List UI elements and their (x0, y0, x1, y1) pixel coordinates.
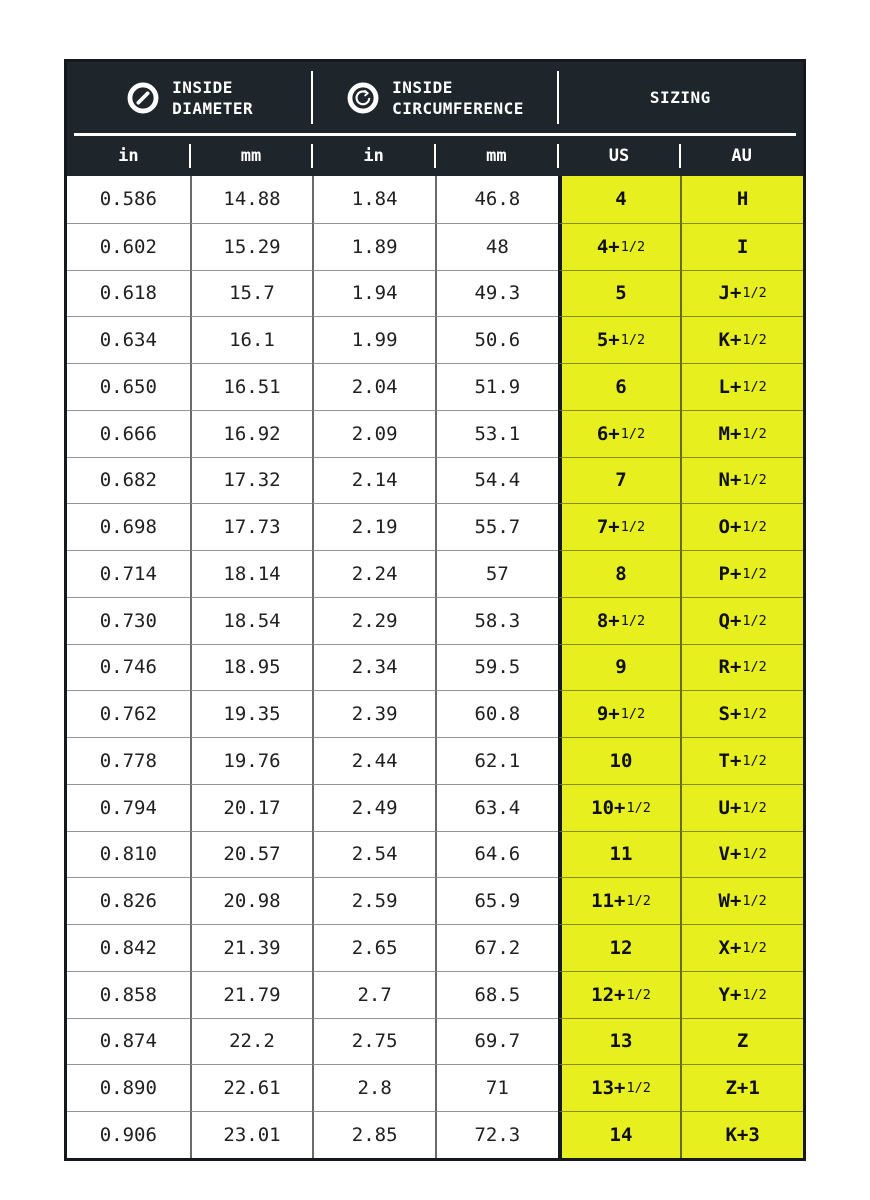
size-value: 11+ (591, 890, 626, 913)
cell-diameter-mm: 17.32 (190, 457, 313, 504)
size-value: M+ (718, 422, 742, 445)
size-value: P+ (718, 562, 742, 585)
size-fraction: 1/2 (742, 939, 767, 956)
cell-diameter-mm: 18.14 (190, 550, 313, 597)
cell-us-size (558, 550, 681, 597)
group-label-inside-diameter (172, 77, 253, 119)
size-value: 14 (609, 1123, 633, 1146)
cell-circumference-mm: 59.5 (435, 644, 558, 691)
cell-diameter-in: 0.874 (67, 1018, 190, 1065)
cell-diameter-mm: 14.88 (190, 176, 313, 223)
cell-circumference-mm: 71 (435, 1064, 558, 1111)
header-group-inside-circumference (312, 62, 557, 133)
cell-circumference-in: 1.89 (312, 223, 435, 270)
ring-size-chart (64, 59, 806, 1161)
size-fraction: 1/2 (626, 799, 651, 816)
column-header-diameter-in: in (67, 136, 190, 176)
table-row (67, 597, 803, 644)
cell-circumference-in: 2.8 (312, 1064, 435, 1111)
group-label-line: DIAMETER (172, 98, 254, 118)
cell-circumference-in: 2.09 (312, 410, 435, 457)
table-row (67, 690, 803, 737)
cell-diameter-mm: 19.76 (190, 737, 313, 784)
cell-us-size (558, 1018, 681, 1065)
cell-circumference-in: 1.84 (312, 176, 435, 223)
group-label-line: INSIDE (172, 77, 233, 97)
cell-diameter-mm: 17.73 (190, 503, 313, 550)
cell-circumference-mm: 53.1 (435, 410, 558, 457)
cell-au-size (680, 363, 803, 410)
table-row (67, 1018, 803, 1065)
cell-diameter-in: 0.858 (67, 971, 190, 1018)
size-value: K+ (718, 329, 742, 352)
cell-circumference-in: 2.7 (312, 971, 435, 1018)
cell-circumference-in: 2.54 (312, 831, 435, 878)
size-value: 4+ (596, 235, 620, 258)
group-label-line: INSIDE (392, 77, 453, 97)
cell-diameter-mm: 15.7 (190, 270, 313, 317)
cell-circumference-mm: 60.8 (435, 690, 558, 737)
cell-diameter-in: 0.650 (67, 363, 190, 410)
size-fraction: 1/2 (742, 519, 767, 536)
cell-diameter-in: 0.666 (67, 410, 190, 457)
table-row (67, 410, 803, 457)
size-fraction: 1/2 (620, 332, 646, 349)
column-header-us-size: US (558, 136, 681, 176)
cell-circumference-mm: 72.3 (435, 1111, 558, 1158)
cell-au-size (680, 223, 803, 270)
size-value: X+ (718, 936, 742, 959)
group-header-row (67, 62, 803, 133)
size-fraction: 1/2 (620, 238, 646, 255)
size-value: 5+ (596, 329, 620, 352)
size-value: 8 (615, 562, 627, 585)
cell-circumference-mm: 67.2 (435, 924, 558, 971)
cell-us-size (558, 1064, 681, 1111)
cell-diameter-mm: 20.98 (190, 877, 313, 924)
cell-us-size (558, 784, 681, 831)
size-fraction: 1/2 (742, 565, 767, 582)
cell-diameter-in: 0.794 (67, 784, 190, 831)
table-row (67, 831, 803, 878)
cell-au-size (680, 503, 803, 550)
cell-us-size (558, 457, 681, 504)
size-fraction: 1/2 (620, 706, 646, 723)
size-value: 7 (615, 469, 627, 492)
cell-diameter-in: 0.906 (67, 1111, 190, 1158)
cell-diameter-mm: 18.54 (190, 597, 313, 644)
cell-au-size (680, 737, 803, 784)
table-header (67, 62, 803, 176)
size-value: 6 (615, 375, 627, 398)
cell-us-size (558, 410, 681, 457)
table-row (67, 1111, 803, 1158)
size-value: 12+ (591, 983, 626, 1006)
cell-au-size (680, 176, 803, 223)
size-value: W+ (718, 890, 742, 913)
cell-diameter-in: 0.730 (67, 597, 190, 644)
table-row (67, 737, 803, 784)
size-value: 9+ (596, 703, 620, 726)
size-fraction: 1/2 (742, 378, 767, 395)
size-value: T+ (718, 749, 742, 772)
cell-circumference-mm: 48 (435, 223, 558, 270)
cell-circumference-mm: 54.4 (435, 457, 558, 504)
table-row (67, 270, 803, 317)
size-value: J+ (718, 282, 742, 305)
size-value: 7+ (596, 516, 620, 539)
size-value: K+3 (725, 1123, 760, 1146)
cell-diameter-mm: 18.95 (190, 644, 313, 691)
cell-diameter-mm: 16.92 (190, 410, 313, 457)
cell-circumference-in: 1.99 (312, 316, 435, 363)
cell-us-size (558, 877, 681, 924)
cell-us-size (558, 597, 681, 644)
table-row (67, 877, 803, 924)
table-row (67, 176, 803, 223)
cell-us-size (558, 223, 681, 270)
cell-au-size (680, 1018, 803, 1065)
cell-diameter-in: 0.602 (67, 223, 190, 270)
cell-circumference-mm: 58.3 (435, 597, 558, 644)
cell-circumference-in: 2.65 (312, 924, 435, 971)
size-value: 10+ (591, 796, 626, 819)
size-value: 6+ (596, 422, 620, 445)
size-value: 8+ (596, 609, 620, 632)
cell-circumference-in: 2.75 (312, 1018, 435, 1065)
size-fraction: 1/2 (742, 612, 767, 629)
cell-au-size (680, 316, 803, 363)
table-row (67, 457, 803, 504)
circumference-icon (346, 81, 380, 115)
table-row (67, 503, 803, 550)
cell-circumference-in: 2.85 (312, 1111, 435, 1158)
cell-circumference-mm: 69.7 (435, 1018, 558, 1065)
cell-au-size (680, 457, 803, 504)
size-fraction: 1/2 (742, 893, 767, 910)
cell-diameter-mm: 23.01 (190, 1111, 313, 1158)
size-fraction: 1/2 (742, 706, 767, 723)
size-fraction: 1/2 (742, 659, 767, 676)
cell-circumference-mm: 50.6 (435, 316, 558, 363)
table-row (67, 1064, 803, 1111)
table-row (67, 971, 803, 1018)
cell-diameter-mm: 21.79 (190, 971, 313, 1018)
cell-au-size (680, 644, 803, 691)
cell-au-size (680, 784, 803, 831)
cell-au-size (680, 1064, 803, 1111)
size-value: V+ (718, 843, 742, 866)
column-header-circumference-in: in (312, 136, 435, 176)
cell-diameter-in: 0.682 (67, 457, 190, 504)
size-value: 9 (615, 656, 627, 679)
size-fraction: 1/2 (742, 752, 767, 769)
cell-circumference-in: 2.29 (312, 597, 435, 644)
cell-au-size (680, 877, 803, 924)
cell-circumference-mm: 62.1 (435, 737, 558, 784)
cell-us-size (558, 316, 681, 363)
cell-circumference-mm: 57 (435, 550, 558, 597)
cell-circumference-in: 2.39 (312, 690, 435, 737)
size-value: I (736, 235, 749, 258)
size-fraction: 1/2 (742, 285, 767, 302)
cell-circumference-in: 2.04 (312, 363, 435, 410)
cell-diameter-mm: 22.61 (190, 1064, 313, 1111)
size-fraction: 1/2 (742, 799, 767, 816)
cell-circumference-mm: 49.3 (435, 270, 558, 317)
cell-diameter-in: 0.586 (67, 176, 190, 223)
cell-us-size (558, 924, 681, 971)
cell-diameter-in: 0.890 (67, 1064, 190, 1111)
table-body (67, 176, 803, 1158)
size-fraction: 1/2 (626, 1080, 651, 1097)
size-value: 12 (609, 936, 633, 959)
cell-diameter-in: 0.618 (67, 270, 190, 317)
diameter-icon (126, 81, 160, 115)
cell-au-size (680, 690, 803, 737)
cell-us-size (558, 644, 681, 691)
cell-diameter-mm: 21.39 (190, 924, 313, 971)
cell-circumference-mm: 55.7 (435, 503, 558, 550)
size-fraction: 1/2 (626, 986, 651, 1003)
cell-circumference-in: 1.94 (312, 270, 435, 317)
cell-circumference-mm: 46.8 (435, 176, 558, 223)
size-value: L+ (718, 375, 742, 398)
size-fraction: 1/2 (620, 425, 646, 442)
cell-circumference-in: 2.14 (312, 457, 435, 504)
cell-diameter-in: 0.714 (67, 550, 190, 597)
cell-us-size (558, 176, 681, 223)
size-value: N+ (718, 469, 742, 492)
size-fraction: 1/2 (620, 519, 646, 536)
size-value: O+ (718, 516, 742, 539)
table-row (67, 316, 803, 363)
size-value: H (736, 188, 749, 211)
cell-au-size (680, 410, 803, 457)
cell-diameter-in: 0.698 (67, 503, 190, 550)
size-fraction: 1/2 (742, 986, 767, 1003)
size-value: 11 (609, 843, 633, 866)
size-value: 5 (615, 282, 627, 305)
cell-au-size (680, 550, 803, 597)
cell-au-size (680, 831, 803, 878)
size-fraction: 1/2 (742, 472, 767, 489)
size-value: U+ (718, 796, 742, 819)
group-label-line: CIRCUMFERENCE (392, 98, 524, 118)
cell-us-size (558, 831, 681, 878)
cell-us-size (558, 971, 681, 1018)
table-row (67, 550, 803, 597)
cell-us-size (558, 270, 681, 317)
size-value: Q+ (718, 609, 742, 632)
size-value: R+ (718, 656, 742, 679)
cell-circumference-in: 2.34 (312, 644, 435, 691)
table-row (67, 363, 803, 410)
cell-diameter-mm: 16.1 (190, 316, 313, 363)
cell-diameter-mm: 19.35 (190, 690, 313, 737)
header-group-sizing (558, 62, 803, 133)
cell-us-size (558, 737, 681, 784)
table-row (67, 784, 803, 831)
group-label-line: SIZING (649, 88, 711, 107)
column-header-au-size: AU (731, 146, 752, 166)
size-fraction: 1/2 (742, 846, 767, 863)
cell-diameter-mm: 22.2 (190, 1018, 313, 1065)
column-header-circumference-mm: mm (435, 136, 558, 176)
cell-circumference-mm: 68.5 (435, 971, 558, 1018)
size-value: Y+ (718, 983, 742, 1006)
cell-circumference-in: 2.19 (312, 503, 435, 550)
cell-circumference-mm: 63.4 (435, 784, 558, 831)
cell-au-size (680, 971, 803, 1018)
column-header-diameter-mm: mm (190, 136, 313, 176)
cell-us-size (558, 503, 681, 550)
cell-au-size (680, 597, 803, 644)
cell-diameter-in: 0.634 (67, 316, 190, 363)
cell-diameter-mm: 20.17 (190, 784, 313, 831)
size-value: Z+1 (725, 1077, 760, 1100)
size-fraction: 1/2 (742, 332, 767, 349)
cell-us-size (558, 1111, 681, 1158)
cell-diameter-mm: 15.29 (190, 223, 313, 270)
cell-us-size (558, 690, 681, 737)
cell-diameter-mm: 16.51 (190, 363, 313, 410)
cell-diameter-in: 0.842 (67, 924, 190, 971)
size-fraction: 1/2 (626, 893, 651, 910)
size-value: 10 (609, 749, 633, 772)
size-fraction: 1/2 (620, 612, 646, 629)
size-value: Z (736, 1030, 749, 1053)
table-row (67, 924, 803, 971)
size-fraction: 1/2 (742, 425, 767, 442)
cell-au-size (680, 924, 803, 971)
table-row (67, 644, 803, 691)
cell-diameter-in: 0.810 (67, 831, 190, 878)
cell-diameter-mm: 20.57 (190, 831, 313, 878)
cell-circumference-mm: 64.6 (435, 831, 558, 878)
cell-au-size (680, 1111, 803, 1158)
cell-circumference-in: 2.49 (312, 784, 435, 831)
cell-circumference-mm: 51.9 (435, 363, 558, 410)
cell-diameter-in: 0.826 (67, 877, 190, 924)
table-row (67, 223, 803, 270)
cell-circumference-in: 2.59 (312, 877, 435, 924)
size-value: S+ (718, 703, 742, 726)
header-group-inside-diameter (67, 62, 312, 133)
size-value: 13 (609, 1030, 633, 1053)
cell-circumference-in: 2.24 (312, 550, 435, 597)
size-value: 4 (615, 188, 627, 211)
group-label-sizing (650, 87, 711, 108)
cell-diameter-in: 0.746 (67, 644, 190, 691)
cell-au-size (680, 270, 803, 317)
cell-diameter-in: 0.778 (67, 737, 190, 784)
cell-circumference-in: 2.44 (312, 737, 435, 784)
cell-circumference-mm: 65.9 (435, 877, 558, 924)
group-label-inside-circumference (392, 77, 524, 119)
column-header-row (67, 136, 803, 176)
size-value: 13+ (591, 1077, 626, 1100)
cell-diameter-in: 0.762 (67, 690, 190, 737)
cell-us-size (558, 363, 681, 410)
